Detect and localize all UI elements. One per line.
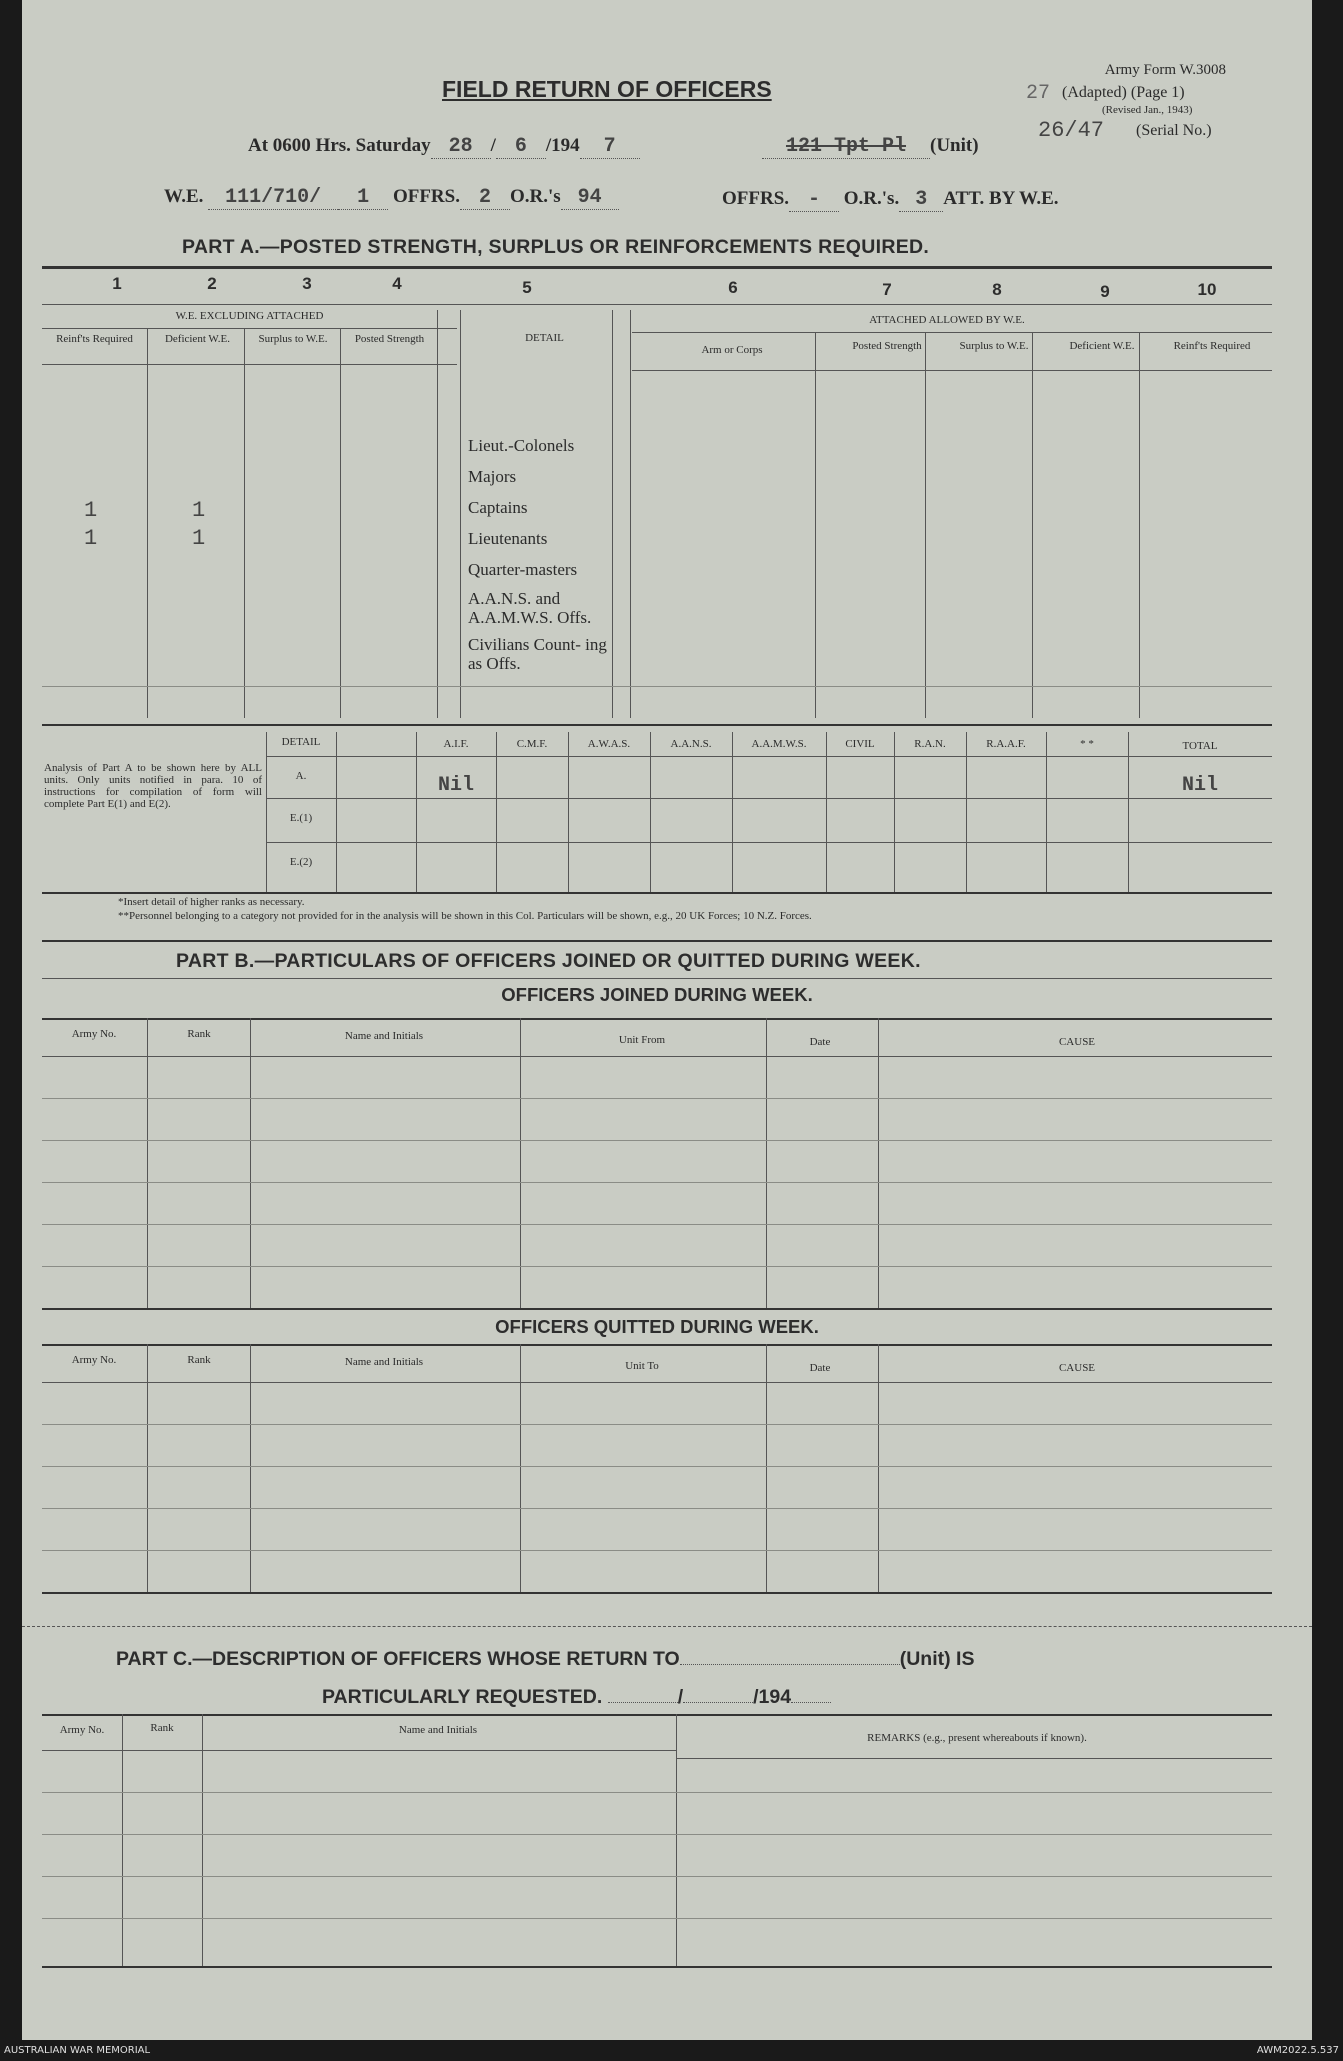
part-c-date-sep: / bbox=[677, 1686, 684, 1708]
analysis-col-aans: A.A.N.S. bbox=[670, 738, 712, 750]
quitted-col-date: Date bbox=[809, 1362, 831, 1374]
serial-value: 26/47 bbox=[1038, 118, 1105, 143]
rule bbox=[42, 1876, 1272, 1877]
quitted-col-army-no: Army No. bbox=[71, 1354, 117, 1366]
att-ors-field: 3 bbox=[899, 188, 943, 212]
col-att-reinfts: Reinf'ts Required bbox=[1173, 340, 1251, 352]
analysis-note: Analysis of Part A to be shown here by ALL units. Only units notified in para. 10 of instructions for compilation of form will complete Part E(1) and E(2). bbox=[44, 762, 262, 810]
quitted-col-rank: Rank bbox=[187, 1354, 211, 1366]
col-num-9: 9 bbox=[1100, 282, 1110, 301]
col-num-1: 1 bbox=[112, 274, 122, 293]
rule bbox=[42, 1056, 1272, 1057]
joined-col-date: Date bbox=[809, 1036, 831, 1048]
captains-deficient: 1 bbox=[192, 498, 206, 523]
rule bbox=[244, 328, 245, 718]
col-att-posted-strength: Posted Strength bbox=[852, 340, 922, 352]
att-label: ATT. BY W.E. bbox=[943, 188, 1059, 209]
rule bbox=[1032, 332, 1033, 718]
analysis-col-cmf: C.M.F. bbox=[516, 738, 548, 750]
at-label: At 0600 Hrs. Saturday bbox=[248, 135, 431, 156]
part-c-col-remarks: REMARKS (e.g., present whereabouts if known). bbox=[867, 1732, 1087, 1744]
rule bbox=[42, 1344, 1272, 1346]
form-sheet bbox=[22, 0, 1312, 2040]
analysis-col-aamws: A.A.M.W.S. bbox=[751, 738, 807, 750]
rule bbox=[632, 332, 1272, 333]
detail-majors: Majors bbox=[468, 467, 517, 486]
analysis-col-civil: CIVIL bbox=[845, 738, 875, 750]
group-left-label: W.E. EXCLUDING ATTACHED bbox=[175, 310, 324, 322]
joined-col-rank: Rank bbox=[187, 1028, 211, 1040]
unit-label: (Unit) bbox=[930, 135, 979, 156]
part-c-title bbox=[116, 1648, 974, 1671]
detail-quarter-masters: Quarter-masters bbox=[468, 560, 578, 579]
analysis-col-ran: R.A.N. bbox=[914, 738, 946, 750]
rule bbox=[147, 328, 148, 718]
rule bbox=[676, 1714, 677, 1966]
rule bbox=[632, 370, 1272, 371]
rule bbox=[266, 842, 1272, 843]
col-arm-corps: Arm or Corps bbox=[701, 344, 763, 356]
we-line bbox=[164, 186, 619, 210]
captains-reinf: 1 bbox=[84, 498, 98, 523]
rule bbox=[42, 1792, 1272, 1793]
rule bbox=[460, 310, 461, 718]
rule bbox=[437, 310, 438, 718]
lieutenants-deficient: 1 bbox=[192, 526, 206, 551]
quitted-title: OFFICERS QUITTED DURING WEEK. bbox=[495, 1316, 819, 1337]
rule bbox=[266, 756, 1272, 757]
att-ors-label: O.R.'s. bbox=[843, 188, 900, 209]
group-right-label: ATTACHED ALLOWED BY W.E. bbox=[869, 314, 1025, 326]
part-c-month-field bbox=[683, 1702, 753, 1703]
quitted-col-cause: CAUSE bbox=[1058, 1362, 1096, 1374]
col-num-8: 8 bbox=[992, 280, 1002, 299]
rule bbox=[340, 328, 341, 718]
tear-line bbox=[22, 1626, 1312, 1627]
rule bbox=[42, 1424, 1272, 1425]
offrs-label: OFFRS. bbox=[392, 186, 460, 207]
month-field: 6 bbox=[496, 135, 546, 159]
rule bbox=[42, 1266, 1272, 1267]
part-c-title-start: PART C.—DESCRIPTION OF OFFICERS WHOSE RETURN TO bbox=[116, 1648, 680, 1670]
analysis-col-raaf: R.A.A.F. bbox=[986, 738, 1026, 750]
year-field: 7 bbox=[580, 135, 640, 159]
rule bbox=[42, 892, 1272, 894]
rule bbox=[630, 310, 631, 718]
part-c-requested: PARTICULARLY REQUESTED. bbox=[322, 1686, 603, 1708]
rule bbox=[520, 1018, 521, 1308]
rule bbox=[42, 978, 1272, 979]
analysis-row-e1: E.(1) bbox=[289, 812, 313, 824]
rule bbox=[42, 1018, 1272, 1020]
part-c-title-end: (Unit) IS bbox=[899, 1648, 975, 1670]
joined-col-name: Name and Initials bbox=[344, 1030, 424, 1042]
rule bbox=[1139, 332, 1140, 718]
rule bbox=[42, 1966, 1272, 1968]
analysis-col-awas: A.W.A.S. bbox=[587, 738, 631, 750]
rule bbox=[266, 798, 1272, 799]
col-posted-strength: Posted Strength bbox=[354, 333, 425, 345]
ors-field: 2 bbox=[460, 186, 510, 210]
rule bbox=[42, 1714, 1272, 1716]
part-c-day-field bbox=[608, 1702, 678, 1703]
col-reinfts-required: Reinf'ts Required bbox=[56, 333, 133, 345]
part-a-rule bbox=[42, 266, 1272, 269]
att-offrs-field: - bbox=[789, 188, 839, 212]
form-adapted: (Adapted) (Page 1) bbox=[1062, 84, 1185, 101]
day-field: 28 bbox=[431, 135, 491, 159]
we-label: W.E. bbox=[164, 186, 204, 207]
part-c-col-name: Name and Initials bbox=[398, 1724, 478, 1736]
rule bbox=[766, 1018, 767, 1308]
part-c-line2 bbox=[322, 1686, 831, 1709]
col-num-10: 10 bbox=[1197, 280, 1217, 299]
col-num-4: 4 bbox=[392, 274, 402, 293]
col-num-5: 5 bbox=[522, 278, 532, 297]
rule bbox=[42, 1382, 1272, 1383]
part-c-year: /194 bbox=[753, 1686, 792, 1708]
detail-captains: Captains bbox=[468, 498, 528, 517]
rule bbox=[42, 1750, 676, 1751]
detail-lieutenants: Lieutenants bbox=[468, 529, 548, 548]
rule bbox=[878, 1018, 879, 1308]
part-c-col-rank: Rank bbox=[150, 1722, 174, 1734]
pencil-mark: 27 bbox=[1026, 82, 1051, 105]
analysis-col-aif: A.I.F. bbox=[443, 738, 469, 750]
caption-right: AWM2022.5.537 bbox=[1256, 2045, 1339, 2056]
unit-field: 121 Tpt Pl bbox=[762, 135, 930, 159]
rule bbox=[202, 1714, 203, 1966]
rule bbox=[250, 1018, 251, 1308]
analysis-col-total: TOTAL bbox=[1182, 740, 1218, 752]
unit-line bbox=[762, 135, 979, 159]
form-revised: (Revised Jan., 1943) bbox=[1102, 104, 1193, 116]
total-value: Nil bbox=[1181, 774, 1218, 797]
rule bbox=[147, 1018, 148, 1308]
rule bbox=[42, 1308, 1272, 1310]
att-offrs-label: OFFRS. bbox=[722, 188, 790, 209]
form-title: FIELD RETURN OF OFFICERS bbox=[442, 76, 772, 102]
rule bbox=[925, 332, 926, 718]
col-surplus-we: Surplus to W.E. bbox=[258, 333, 328, 345]
analysis-detail-label: DETAIL bbox=[281, 736, 321, 748]
quitted-col-unit-to: Unit To bbox=[625, 1360, 659, 1372]
rule bbox=[42, 1918, 1272, 1919]
header-date-line: At 0600 Hrs. Saturday 28 / 6 /194 7 bbox=[248, 135, 640, 159]
part-c-unit-field bbox=[680, 1664, 900, 1665]
col-detail: DETAIL bbox=[525, 332, 564, 344]
detail-aans: A.A.N.S. and A.A.M.W.S. Offs. bbox=[468, 589, 592, 627]
analysis-col-other: * * bbox=[1080, 738, 1094, 750]
rule bbox=[42, 1182, 1272, 1183]
rule bbox=[42, 1834, 1272, 1835]
rule bbox=[42, 686, 1272, 687]
rule bbox=[42, 1508, 1272, 1509]
lieutenants-reinf: 1 bbox=[84, 526, 98, 551]
part-c-col-army-no: Army No. bbox=[59, 1724, 105, 1736]
rule bbox=[42, 364, 457, 365]
detail-list bbox=[468, 430, 628, 673]
joined-col-unit-from: Unit From bbox=[618, 1034, 666, 1046]
part-b-title: PART B.—PARTICULARS OF OFFICERS JOINED OR QUITTED DURING WEEK. bbox=[176, 950, 921, 972]
rule bbox=[42, 1550, 1272, 1551]
rule bbox=[42, 1592, 1272, 1594]
rule bbox=[42, 940, 1272, 942]
rule bbox=[42, 304, 1272, 305]
caption-left: AUSTRALIAN WAR MEMORIAL bbox=[4, 2045, 151, 2056]
rule bbox=[122, 1714, 123, 1966]
analysis-row-a: A. bbox=[295, 770, 307, 782]
footnote-2: **Personnel belonging to a category not provided for in the analysis will be shown in this Col. Particulars will be shown, e.g., 20 UK Forces; 10 N.Z. Forces. bbox=[118, 910, 812, 922]
year-prefix: /194 bbox=[545, 135, 580, 156]
rule bbox=[42, 1466, 1272, 1467]
aif-value: Nil bbox=[437, 774, 474, 797]
quitted-col-name: Name and Initials bbox=[344, 1356, 424, 1368]
col-att-surplus: Surplus to W.E. bbox=[959, 340, 1029, 352]
part-a-title: PART A.—POSTED STRENGTH, SURPLUS OR REINFORCEMENTS REQUIRED. bbox=[182, 236, 930, 258]
joined-col-army-no: Army No. bbox=[71, 1028, 117, 1040]
detail-civilians: Civilians Count- ing as Offs. bbox=[468, 635, 607, 673]
detail-lieut-colonels: Lieut.-Colonels bbox=[468, 436, 575, 455]
rule bbox=[42, 1098, 1272, 1099]
part-c-year-field bbox=[791, 1702, 831, 1703]
rule bbox=[42, 1140, 1272, 1141]
col-num-7: 7 bbox=[882, 280, 892, 299]
we-field: 111/710/ bbox=[208, 186, 338, 210]
joined-title: OFFICERS JOINED DURING WEEK. bbox=[501, 984, 813, 1005]
analysis-row-e2: E.(2) bbox=[289, 856, 313, 868]
ors-field-2: 94 bbox=[561, 186, 619, 210]
rule bbox=[42, 1224, 1272, 1225]
joined-col-cause: CAUSE bbox=[1058, 1036, 1096, 1048]
att-line bbox=[722, 188, 1059, 212]
col-num-6: 6 bbox=[728, 278, 738, 297]
rule bbox=[42, 724, 1272, 726]
col-att-deficient: Deficient W.E. bbox=[1069, 340, 1135, 352]
form-id: Army Form W.3008 bbox=[1104, 62, 1226, 78]
col-num-3: 3 bbox=[302, 274, 312, 293]
ors-label: O.R.'s bbox=[509, 186, 561, 207]
rule bbox=[42, 328, 457, 329]
col-num-2: 2 bbox=[207, 274, 217, 293]
rule bbox=[815, 332, 816, 718]
serial-label: (Serial No.) bbox=[1136, 122, 1212, 139]
footnote-1: *Insert detail of higher ranks as necessary. bbox=[118, 896, 305, 908]
rule bbox=[676, 1758, 1272, 1759]
col-deficient-we: Deficient W.E. bbox=[164, 333, 231, 345]
offrs-field: 1 bbox=[338, 186, 388, 210]
